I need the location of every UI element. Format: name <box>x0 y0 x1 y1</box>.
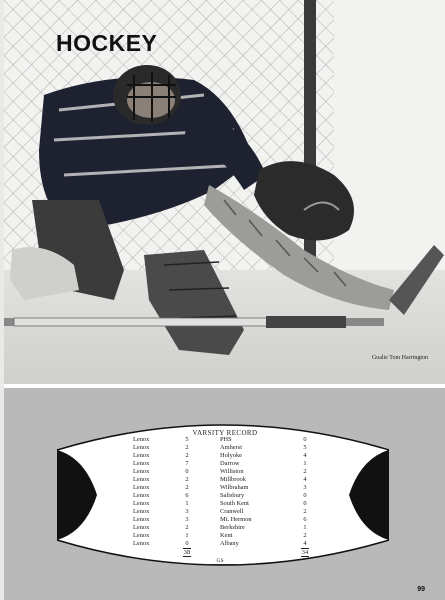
team-score: 3 <box>185 516 189 523</box>
opponent-score: 1 <box>303 460 307 467</box>
hockey-goalie-photo <box>4 0 445 386</box>
team-name: Lenox <box>133 516 150 523</box>
team-score: 3 <box>185 508 189 515</box>
team-name: Lenox <box>133 532 150 539</box>
table-row <box>55 484 391 491</box>
opponent-name: Wilbraham <box>220 484 249 491</box>
opponent-score: 2 <box>303 468 307 475</box>
table-row <box>55 452 391 459</box>
table-row <box>55 476 391 483</box>
team-score: 1 <box>185 500 189 507</box>
opponent-total: 34 <box>301 549 309 556</box>
team-score: 2 <box>185 444 189 451</box>
team-name: Lenox <box>133 468 150 475</box>
team-score: 2 <box>185 524 189 531</box>
table-row <box>55 516 391 523</box>
team-name: Lenox <box>133 524 150 531</box>
team-score: 2 <box>185 452 189 459</box>
team-score: 5 <box>185 436 189 443</box>
team-name: Lenox <box>133 484 150 491</box>
table-row <box>55 436 391 443</box>
table-row <box>55 524 391 531</box>
opponent-name: Darrow <box>220 460 240 467</box>
opponent-score: 2 <box>303 508 307 515</box>
opponent-name: South Kent <box>220 500 249 507</box>
table-row <box>55 460 391 467</box>
team-name: Lenox <box>133 444 150 451</box>
opponent-name: Salisbury <box>220 492 245 499</box>
opponent-score: 1 <box>303 524 307 531</box>
opponent-name: Holyoke <box>220 452 243 459</box>
team-name: Lenox <box>133 508 150 515</box>
team-score: 0 <box>185 540 189 547</box>
record-title: VARSITY RECORD <box>192 429 258 437</box>
opponent-name: Williston <box>220 468 244 475</box>
opponent-name: Amherst <box>220 444 243 451</box>
opponent-score: 4 <box>303 476 307 483</box>
team-name: Lenox <box>133 500 150 507</box>
team-score: 0 <box>185 468 189 475</box>
photo-caption: Goalie Tom Harrington <box>371 355 428 361</box>
team-total: 38 <box>183 549 191 556</box>
opponent-score: 0 <box>303 436 307 443</box>
team-name: Lenox <box>133 436 150 443</box>
table-row <box>55 500 391 507</box>
totals-row <box>55 548 391 555</box>
table-row <box>55 468 391 475</box>
table-row <box>55 444 391 451</box>
record-table <box>55 418 391 572</box>
table-row <box>55 508 391 515</box>
opponent-score: 0 <box>303 500 307 507</box>
opponent-score: 2 <box>303 532 307 539</box>
table-row <box>55 540 391 547</box>
opponent-score: 4 <box>303 452 307 459</box>
team-name: Lenox <box>133 460 150 467</box>
team-score: 1 <box>185 532 189 539</box>
opponent-name: Mt. Hermon <box>220 516 252 523</box>
team-name: Lenox <box>133 476 150 483</box>
table-row <box>55 492 391 499</box>
team-score: 2 <box>185 484 189 491</box>
page-title: HOCKEY <box>56 30 158 56</box>
opponent-score: 5 <box>303 444 307 451</box>
team-score: 7 <box>185 460 189 467</box>
table-row <box>55 532 391 539</box>
coach-initials: GS <box>216 558 224 564</box>
opponent-name: Kent <box>220 532 233 539</box>
goalie-illustration <box>4 0 445 386</box>
opponent-name: Cranwell <box>220 508 244 515</box>
team-score: 6 <box>185 492 189 499</box>
team-name: Lenox <box>133 492 150 499</box>
team-score: 2 <box>185 476 189 483</box>
opponent-score: 3 <box>303 484 307 491</box>
page-number: 99 <box>417 586 425 593</box>
team-name: Lenox <box>133 452 150 459</box>
team-name: Lenox <box>133 540 150 547</box>
varsity-record-board <box>55 418 391 572</box>
opponent-name: Millbrook <box>220 476 246 483</box>
coach-underline <box>203 564 237 565</box>
opponent-score: 6 <box>303 516 307 523</box>
opponent-name: PHS <box>220 436 232 443</box>
opponent-name: Berkshire <box>220 524 245 531</box>
opponent-score: 4 <box>303 540 307 547</box>
opponent-name: Albany <box>220 540 239 547</box>
opponent-score: 0 <box>303 492 307 499</box>
